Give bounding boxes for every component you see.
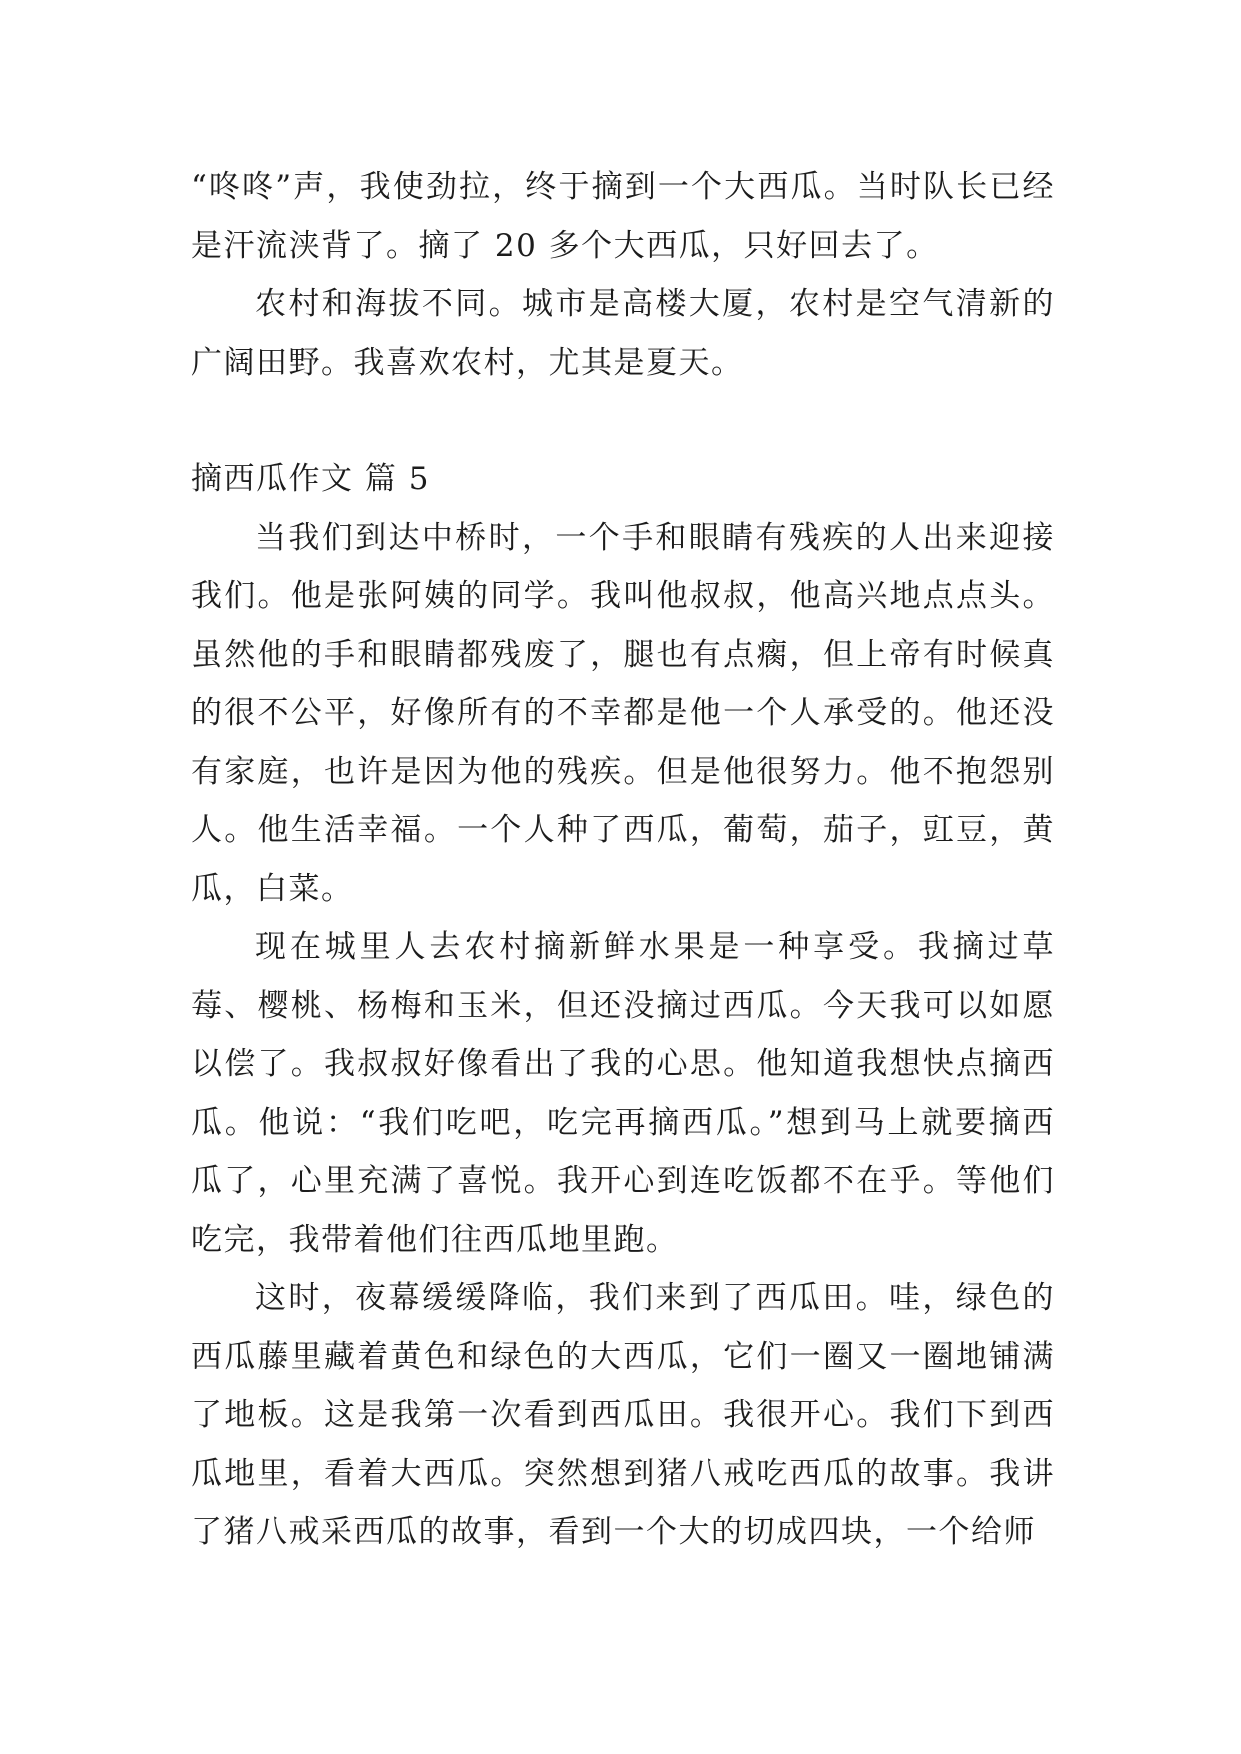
document-body [191, 158, 1055, 1562]
section-title: 摘西瓜作文 篇 5 [191, 461, 430, 497]
paragraph: “咚咚”声，我使劲拉，终于摘到一个大西瓜。当时队长已经是汗流浃背了。摘了 20 多个大西瓜，只好回去了。 [191, 169, 1055, 264]
paragraph: 现在城里人去农村摘新鲜水果是一种享受。我摘过草莓、樱桃、杨梅和玉米，但还没摘过西瓜。今天我可以如愿以偿了。我叔叔好像看出了我的心思。他知道我想快点摘西瓜。他说：“我们吃吧，吃完再摘西瓜。”想到马上就要摘西瓜了，心里充满了喜悦。我开心到连吃饭都不在乎。等他们吃完，我带着他们往西瓜地里跑。 [191, 929, 1055, 1258]
paragraph: 当我们到达中桥时，一个手和眼睛有残疾的人出来迎接我们。他是张阿姨的同学。我叫他叔叔，他高兴地点点头。虽然他的手和眼睛都残废了，腿也有点瘸，但上帝有时候真的很不公平，好像所有的不幸都是他一个人承受的。他还没有家庭，也许是因为他的残疾。但是他很努力。他不抱怨别人。他生活幸福。一个人种了西瓜，葡萄，茄子，豇豆，黄瓜，白菜。 [191, 519, 1055, 907]
paragraph: 农村和海拔不同。城市是高楼大厦，农村是空气清新的广阔田野。我喜欢农村，尤其是夏天。 [191, 286, 1055, 381]
paragraph: 这时，夜幕缓缓降临，我们来到了西瓜田。哇，绿色的西瓜藤里藏着黄色和绿色的大西瓜，它们一圈又一圈地铺满了地板。这是我第一次看到西瓜田。我很开心。我们下到西瓜地里，看着大西瓜。突然想到猪八戒吃西瓜的故事。我讲了猪八戒采西瓜的故事，看到一个大的切成四块，一个给师 [191, 1280, 1055, 1550]
